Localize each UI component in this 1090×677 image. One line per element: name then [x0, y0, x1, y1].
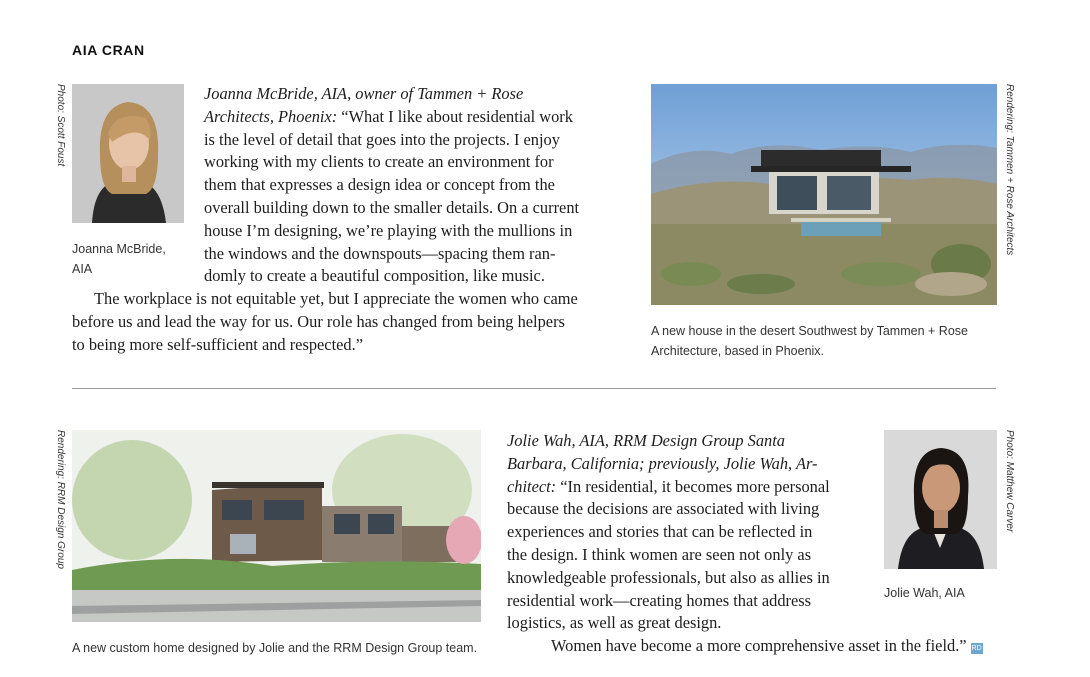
paragraph-line: Women have become a more comprehensive asset in the field.”: [551, 636, 967, 655]
quote-line: overall building down to the smaller details. On a current: [204, 197, 580, 217]
quote-line: is the level of detail that goes into the projects. I enjoy: [204, 129, 560, 149]
quote-line: Jolie Wah, AIA, RRM Design Group Santa: [507, 431, 785, 450]
portrait-caption-joanna: [72, 239, 192, 279]
quote-jolie: [507, 430, 879, 635]
caption-line: Architecture, based in Phoenix.: [651, 344, 825, 358]
caption-line: A new house in the desert Southwest by Tammen + Rose: [651, 324, 968, 338]
quote-line: domly to create a beautiful composition, like music.: [204, 266, 545, 286]
portrait-joanna-mcbride: [72, 84, 184, 223]
portrait-jolie-wah: [884, 430, 997, 569]
paragraph-line: The workplace is not equitable yet, but I appreciate the women who came: [94, 289, 578, 308]
quote-line: knowledgeable professionals, but also as allies in: [507, 567, 830, 587]
quote-line: Barbara, California; previously, Jolie Wah, Ar-: [507, 453, 818, 473]
quote-line: working with my clients to create an environment for: [204, 152, 554, 172]
photo-credit-joanna: Photo: Scott Foust: [55, 84, 66, 167]
quote-line: house I’m designing, we’re playing with the mullions in: [204, 220, 573, 240]
quote-line: the design. I think women are seen not only as: [507, 544, 812, 564]
portrait-caption-joanna-name: Joanna McBride,: [72, 242, 166, 256]
paragraph-line: before us and lead the way for us. Our role has changed from being helpers: [72, 311, 565, 331]
quote-line: because the decisions are associated with living: [507, 499, 820, 519]
section-divider: [72, 388, 996, 389]
rendering-credit-rrm: Rendering: RRM Design Group: [55, 430, 66, 569]
quote-line: the windows and the downspouts—spacing them ran-: [204, 243, 556, 263]
quote-line: logistics, as well as great design.: [507, 613, 722, 633]
paragraph-line: to being more self-sufficient and respected.”: [72, 334, 363, 354]
rendering-custom-home: [72, 430, 481, 622]
quote-jolie-paragraph-2: [507, 635, 1007, 658]
quote-line: Architects, Phoenix: “What I like about residential work: [204, 106, 573, 126]
section-header: AIA CRAN: [72, 42, 145, 58]
quote-joanna-paragraph-2: [72, 288, 652, 356]
portrait-caption-jolie: Jolie Wah, AIA: [884, 586, 965, 600]
portrait-caption-joanna-title: AIA: [72, 262, 93, 276]
end-mark-icon: RD: [971, 645, 982, 652]
quote-line: them that expresses a design idea or concept from the: [204, 175, 555, 195]
quote-line: Joanna McBride, AIA, owner of Tammen + Rose: [204, 84, 524, 103]
rendering-caption-desert: [651, 321, 1011, 361]
quote-line: experiences and stories that can be reflected in: [507, 522, 813, 542]
quote-joanna: [204, 83, 634, 288]
rendering-credit-tammen-rose: Rendering: Tammen + Rose Architects: [1004, 84, 1015, 256]
rendering-desert-house: [651, 84, 997, 305]
quote-line: chitect: “In residential, it becomes more personal: [507, 476, 830, 496]
quote-line: residential work—creating homes that address: [507, 590, 812, 610]
rendering-caption-custom-home: A new custom home designed by Jolie and the RRM Design Group team.: [72, 641, 478, 655]
photo-credit-jolie: Photo: Matthew Carver: [1004, 430, 1015, 533]
